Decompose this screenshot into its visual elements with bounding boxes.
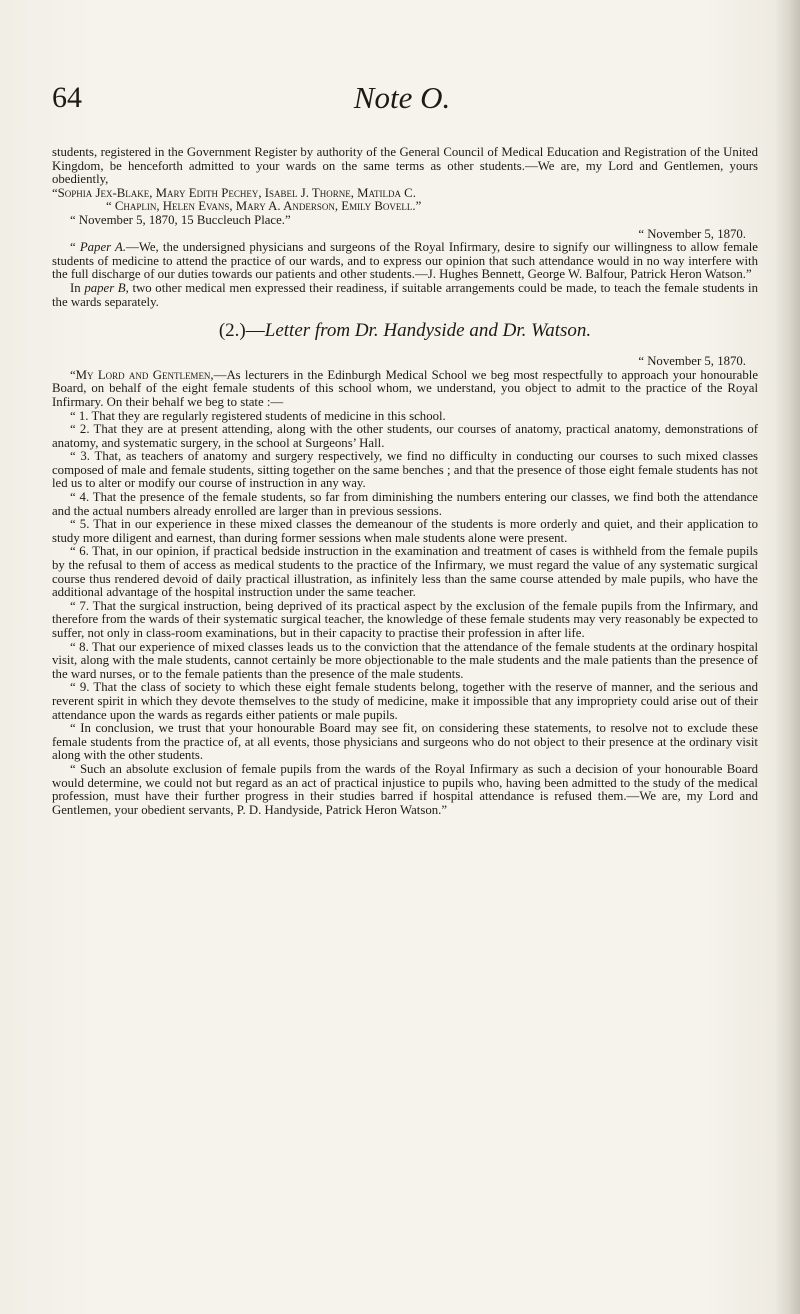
point-4: “ 4. That the presence of the female students, so far from diminishing the numbers entering our classes, we find both the attendance and the actual numbers already enrolled are larger than in previous sessions. xyxy=(52,490,758,518)
letter1-address: “ November 5, 1870, 15 Buccleuch Place.” xyxy=(70,212,291,227)
paper-a-label: Paper A. xyxy=(79,240,127,255)
point-1: “ 1. That they are regularly registered students of medicine in this school. xyxy=(70,408,446,423)
letter2-opening: —As lecturers in the Edinburgh Medical School we beg most respectfully to approach your honourable Board, on behalf of the eight female students of this school whom, we understand, you object to admit to the practice of the Royal Infirmary. On their behalf we beg to state :— xyxy=(52,367,758,409)
page-header xyxy=(52,80,752,120)
letter2-opening-paragraph xyxy=(52,369,758,410)
paper-b-paragraph xyxy=(52,282,758,309)
point-6: “ 6. That, in our opinion, if practical bedside instruction in the examination and treatment of cases is withheld from the female pupils by the refusal to them of access as medical students to the practice of the Infirmary, we must regard the value of any systematic surgical course thus rendered devoid of daily practical illustration, as infinitely less than the same course attended by male pupils, who have the additional advantage of the hospital instruction under the same teacher. xyxy=(52,544,758,600)
closing-paragraph: “ Such an absolute exclusion of female pupils from the wards of the Royal Infirmary as such a decision of your honourable Board would determine, we could not but regard as an act of practical injustice to pupils who, having been admitted to the study of the medical profession, must have their further progress in their studies barred if hospital attendance is refused them.—We are, my Lord and Gentlemen, your obedient servants, P. D. Handyside, Patrick Heron Watson.” xyxy=(52,761,758,817)
point-7: “ 7. That the surgical instruction, being deprived of its practical aspect by the exclusion of the female pupils from the Infirmary, and therefore from the wards of their systematic surgical teacher, the knowledge of these female students may very reasonably be expected to suffer, not only in class-room examinations, but in their capacity to practise their profession in after life. xyxy=(52,598,758,640)
section-heading xyxy=(52,319,758,343)
page-number: 64 xyxy=(52,81,82,114)
letter1-intro: students, registered in the Government Register by authority of the General Council of Medical Education and Registration of the United Kingdom, be henceforth admitted to your wards on the same terms as other students.—We are, my Lord and Gentlemen, yours obediently, xyxy=(52,145,758,187)
point-9: “ 9. That the class of society to which these eight female students belong, together with the reserve of manner, and the serious and reverent spirit in which they devote themselves to the study of medicine, make it impossible that any impropriety could arise out of their attendance upon the wards as regards either patients or male pupils. xyxy=(52,680,758,722)
running-head: Note O. xyxy=(353,80,451,115)
paper-b-prefix: In xyxy=(70,280,85,295)
paper-a-paragraph: “ Paper A.—We, the undersigned physicians and surgeons of the Royal Infirmary, desire to signify our willingness to allow female students of medicine to attend the practice of our wards, and to express our opinion that such attendance would in no way interfere with the full discharge of our duties towards our patients and other students.—J. Hughes Bennett, George W. Balfour, Patrick Heron Watson.” xyxy=(52,240,758,282)
section-title: Letter from Dr. Handyside and Dr. Watson. xyxy=(264,320,592,342)
conclusion-paragraph: “ In conclusion, we trust that your honourable Board may see fit, on considering these statements, to resolve not to exclude these female students from the practice of, at all events, those physicians and surgeons who do not object to their presence at the ordinary visit along with the other students. xyxy=(52,721,758,763)
letter2-date: “ November 5, 1870. xyxy=(638,354,746,369)
paper-a-date: “ November 5, 1870. xyxy=(638,226,746,241)
point-2: “ 2. That they are at present attending, along with the other students, our courses of anatomy, practical anatomy, demonstrations of anatomy, and systematic surgery, in the school at Surgeons’ Hall. xyxy=(52,422,758,450)
letter1-signatories-line-1: “Sophia Jex-Blake, Mary Edith Pechey, Isabel J. Thorne, Matilda C. xyxy=(52,185,416,200)
point-5: “ 5. That in our experience in these mixed classes the demeanour of the students is more orderly and quiet, and their application to study more diligent and earnest, than during former sessions when male students alone were present. xyxy=(52,517,758,545)
letter1-signatories-line-2: “ Chaplin, Helen Evans, Mary A. Anderson, Emily Bovell.” xyxy=(106,199,422,214)
paper-b-text: two other medical men expressed their readiness, if suitable arrangements could be made, to teach the female students in the wards separately. xyxy=(52,280,758,309)
point-3: “ 3. That, as teachers of anatomy and surgery respectively, we find no difficulty in conducting our courses to such mixed classes composed of male and female students, sitting together on the same benches ; and that the presence of those eight female students has not led us to alter or modify our course of instruction in any way. xyxy=(52,449,758,491)
paper-b-label: paper B, xyxy=(84,280,129,295)
section-number: (2.)— xyxy=(218,320,265,342)
letter2-salutation: “My Lord and Gentlemen, xyxy=(70,367,214,382)
point-8: “ 8. That our experience of mixed classes leads us to the conviction that the attendance of the female students at the ordinary hospital visit, along with the male students, cannot certainly be more objectionable to the male students and the male patients than the presence of the ward nurses, or to the female patients than the presence of the male students. xyxy=(52,639,758,681)
paper-a-text: —We, the undersigned physicians and surgeons of the Royal Infirmary, desire to signify our willingness to allow female students of medicine to attend the practice of our wards, and to express our opinion that such attendance would in no way interfere with the full discharge of our duties towards our patients and other students.—J. Hughes Bennett, George W. Balfour, Patrick Heron Watson.” xyxy=(52,240,758,282)
page-body xyxy=(52,146,758,817)
page-edge-shadow xyxy=(774,0,800,1314)
